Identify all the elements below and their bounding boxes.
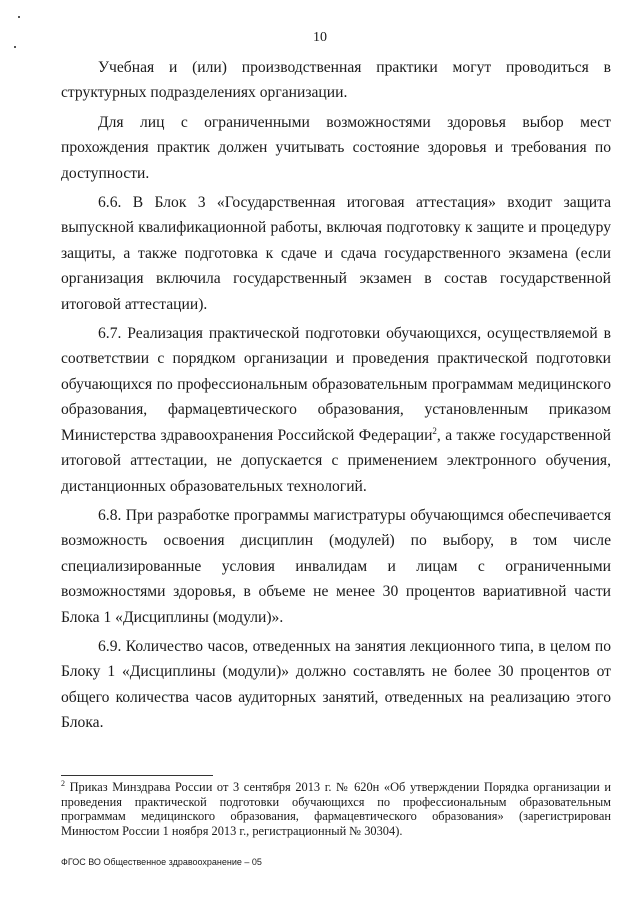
paragraph-6-7-text: 6.7. Реализация практической подготовки обучающихся, осуществляемой в соответствии с порядком организации и проведения практической подготовки обучающихся по профессиональным образовательным программам медицинского образования, фармацевтического образования, установленным приказом Министерства здравоохранения Российской Федерации <box>61 325 611 444</box>
footnote-text-block <box>61 780 611 838</box>
footnote-reference[interactable]: 2 <box>432 425 437 436</box>
scan-mark <box>14 46 16 48</box>
paragraph-practice-units: Учебная и (или) производственная практики могут проводиться в структурных подразделениях организации. <box>61 59 611 102</box>
page-footer: ФГОС ВО Общественное здравоохранение – 05 <box>61 857 262 867</box>
scan-mark <box>18 16 20 18</box>
footnote-separator <box>61 775 213 776</box>
paragraph-6-9: 6.9. Количество часов, отведенных на занятия лекционного типа, в целом по Блоку 1 «Дисциплины (модули)» должно составлять не более 30 процентов от общего количества часов аудиторных занятий, отведенных на реализацию этого Блока. <box>61 637 611 732</box>
paragraph-disabilities-practice: Для лиц с ограниченными возможностями здоровья выбор мест прохождения практик должен учитывать состояние здоровья и требования по доступности. <box>61 113 611 182</box>
paragraph-6-6: 6.6. В Блок 3 «Государственная итоговая аттестация» входит защита выпускной квалификационной работы, включая подготовку к защите и процедуру защиты, а также подготовка к сдаче и сдача государственного экзамена (если организация включила государственный экзамен в состав государственной итоговой аттестации). <box>61 194 611 313</box>
footnote-marker: 2 <box>61 778 65 788</box>
page-number: 10 <box>313 30 327 45</box>
paragraph-6-8: 6.8. При разработке программы магистратуры обучающимся обеспечивается возможность освоения дисциплин (модулей) по выбору, в том числе специализированные условия инвалидам и лицам с ограниченными возможностями здоровья, в объеме не менее 30 процентов вариативной части Блока 1 «Дисциплины (модули)». <box>61 506 611 626</box>
body-text <box>61 55 611 740</box>
paragraph-6-7-text-end: , а также государственной итоговой аттестации, не допускается с применением электронного обучения, дистанционных образовательных технологий. <box>61 426 611 495</box>
footnote <box>61 780 611 838</box>
footnote-text: Приказ Минздрава России от 3 сентября 2013 г. № 620н «Об утверждении Порядка организации и проведения практической подготовки обучающихся по профессиональным образовательным программам медицинского образования, фармацевтического образования» (зарегистрирован Минюстом России 1 ноября 2013 г., регистрационный № 30304). <box>61 780 611 838</box>
paragraph-6-7 <box>61 321 611 499</box>
